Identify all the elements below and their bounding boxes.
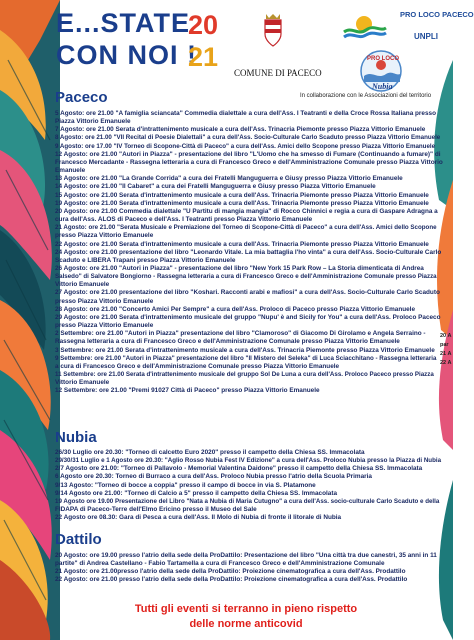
tropical-leaves-decoration-left bbox=[0, 0, 60, 640]
edge-text: 21 A bbox=[440, 351, 452, 357]
section-heading-nubia: Nubia bbox=[55, 429, 97, 446]
event-line: 22 Agosto: ore 21.00 Serata d'intrattenimento musicale a cura dell'Ass. Trinacria Piemonte presso Piazza Vittorio Emanuele bbox=[55, 240, 429, 248]
dattilo-events-list bbox=[55, 552, 443, 585]
event-line: 8 Agosto: ore 21.00 "VII Recital di Poesie Dialettali" a cura dell'Ass. Socio-Culturale Carlo Scaduto presso Piazza Vittorio Emanuele bbox=[55, 134, 441, 142]
edge-text: 22 A bbox=[440, 360, 452, 366]
comune-crest-icon bbox=[260, 12, 286, 48]
event-line: 12 Agosto: ore 21.00 "Autori in Piazza" - presentazione del libro "L'Uomo che ha smesso di Fumare (Continuando a fumare)" di bbox=[55, 150, 441, 158]
section-heading-paceco: Paceco bbox=[55, 89, 108, 106]
event-line: 14 Agosto: ore 21.00 "Il Cabaret" a cura dei Fratelli Manguguerra e Giusy presso Piazza Vittorio Emanuele bbox=[55, 183, 376, 191]
event-line: 2 Settembre: ore 21.00 "Autori in Piazza" presentazione del libro "Clamoroso" di Giacomo Di Girolamo e Angela Serraino - bbox=[55, 330, 426, 338]
event-line: 28 Agosto: ore 21.00 "Concerto Amici Per Sempre" a cura dell'Ass. Proloco di Paceco presso Piazza Vittorio Emanuele bbox=[55, 305, 416, 313]
event-line: 9 Agosto: ore 17.00 "IV Torneo di Scopone-Città di Paceco" a cura dell'Ass. Amici dello Scopone presso Piazza Vittorio Emanuele bbox=[55, 142, 436, 150]
event-line: 9 Settembre: ore 21.00 "Autori in Piazza" presentazione del libro "Il Mistero del Seleka" di Luca Sciacchitano - Rassegna letteraria bbox=[55, 354, 437, 362]
event-line: 24 Agosto: ore 21.00 presentazione del libro "Leonardo Vitale. La mia battaglia l'ho vinta" a cura dell'Ass. Socio-Culturale Carlo bbox=[55, 248, 442, 256]
sun-waves-icon bbox=[342, 10, 386, 40]
event-line: presso Piazza Vittorio Emanuele bbox=[55, 232, 154, 240]
section-heading-dattilo: Dattilo bbox=[55, 531, 102, 548]
event-line: Salsedo" di Salvatore Bongiorno - Rassegna letteraria a cura di Francesco Greco e dell'Amministrazione Comunale presso Piazza bbox=[55, 273, 437, 281]
event-line: 22 Agosto: ore 21.00 presso l'atrio della sede della ProDattilo: Proiezione cinematografica a cura dell'Ass. Prodattilo bbox=[55, 576, 408, 584]
event-line: 2/7 Agosto ore 21.00: "Torneo di Pallavolo - Memorial Valentina Daidone" presso il campetto della Chiesa SS. Immacolata bbox=[55, 465, 423, 473]
event-line: a cura di Francesco Greco e dell'Amministrazione Comunale presso Piazza Vittorio Emanuele bbox=[55, 362, 340, 370]
year-bottom: 21 bbox=[188, 42, 219, 72]
event-line: partite" di Andrea Castellano - Fabio Tartamella a cura di Francesco Greco e dell'Amministrazione Comunale bbox=[55, 560, 385, 568]
unpli-label: UNPLI bbox=[414, 32, 438, 41]
event-line: 9/13 Agosto: "Torneo di bocce a coppia" presso il campo di bocce in via S. Platamone bbox=[55, 481, 316, 489]
event-line: Vittorio Emanuele bbox=[55, 379, 110, 387]
event-line: 9/14 Agosto ore 21.00: "Torneo di Calcio a 5" presso il campetto della Chiesa SS. Immacolata bbox=[55, 489, 338, 497]
poster-title-line1: E...STATE bbox=[56, 8, 191, 38]
event-line: 5 Agosto: ore 21.00 "A famiglia sciancata" Commedia dialettale a cura dell'Ass. I Teatranti e della Croce Rossa Italiana presso bbox=[55, 110, 436, 117]
event-line: Francesco Mercadante - Rassegna letteraria a cura di Francesco Greco e dell'Amministrazione Comunale presso Piazza Vittorio bbox=[55, 158, 443, 166]
event-line: Emanuele bbox=[55, 167, 86, 175]
event-line: presso Piazza Vittorio Emanuele bbox=[55, 322, 154, 330]
event-line: 3 Settembre: ore 21.00 Serata d'intrattenimento musicale a cura dell'Ass. Trinacria Piemonte presso Piazza Vittorio Emanuele bbox=[55, 346, 435, 354]
event-line: 26/30 Luglio ore 20.30: "Torneo di calcetto Euro 2020" presso il campetto della Chiesa SS. Immacolata bbox=[55, 449, 365, 456]
proloco-paceco-logo bbox=[342, 8, 474, 48]
event-line: 11 Settembre: ore 21.00 Serata d'intrattenimento musicale del gruppo Sol De Luna a cura dell'Ass. Proloco Paceco presso Piazza bbox=[55, 371, 434, 378]
event-line: 15 Agosto: ore 21.00 Serata d'intrattenimento musicale a cura dell'Ass. Trinacria Piemonte presso Piazza Vittorio Emanuele bbox=[55, 191, 429, 199]
poster-header bbox=[52, 0, 474, 91]
event-line: 19 Agosto ore 19.00 Presentazione del Libro "Nata a Nubia di Maria Cutugno" a cura dell'Ass. socio-culturale Carlo Scaduto e della bbox=[55, 497, 440, 505]
event-line: 20 Agosto: ore 19.00 presso l'atrio della sede della ProDattilo: Presentazione del libro "Una città tra due canestri, 35 anni in 11 bbox=[55, 552, 437, 559]
event-line: cura dell'Ass. ALOS di Paceco e dell'Ass. I Teatranti presso Piazza Vittorio Emanuele bbox=[55, 216, 313, 224]
anticovid-notice-line2: delle norme anticovid bbox=[189, 618, 303, 630]
event-line: 26 Agosto: ore 21.00 "Autori in Piazza" - presentazione del libro "New York 15 Park Row – La Storia dimenticata di Andrea bbox=[55, 264, 424, 272]
event-line: 12 Settembre: ore 21.00 "Premi 91027 Città di Paceco" presso Piazza Vittorio Emanuele bbox=[55, 387, 320, 395]
year-top: 20 bbox=[188, 10, 219, 40]
event-line: FIDAPA di Paceco-Terre dell'Elmo Ericino presso il Museo del Sale bbox=[55, 506, 257, 514]
event-line: Scaduto e LIBERA Trapani presso Piazza Vittorio Emanuele bbox=[55, 256, 236, 264]
event-line: 20 Agosto: ore 21.00 Commedia dialettale "U Partitu di mangia mangia" di Rocco Chinnici e regia a cura di Gaspare Adragna a bbox=[55, 207, 438, 215]
event-line: 19 Agosto: ore 21.00 Serata d'intrattenimento musicale a cura dell'Ass. Trinacria Piemonte presso Piazza Vittorio Emanuele bbox=[55, 199, 429, 207]
event-line: 7 Agosto: ore 21.00 Serata d'intrattenimento musicale a cura dell'Ass. Trinacria Piemonte presso Piazza Vittorio Emanuele bbox=[55, 126, 426, 134]
poster-content bbox=[52, 0, 474, 640]
event-line: 6 Agosto ore 20.30: Torneo di Burraco a cura dell'Ass. Proloco Nubia presso l'atrio della Scuola Primaria bbox=[55, 473, 372, 481]
event-line: 29 Agosto: ore 21.00 Serata d'intrattenimento musicale del gruppo "Nupu' è and Sicily for You" a cura dell'Ass. Proloco Paceco bbox=[55, 313, 441, 321]
proloco-nubia-logo bbox=[358, 48, 404, 94]
event-line: Piazza Vittorio Emanuele bbox=[55, 118, 131, 126]
collaboration-note: In collaborazione con le Associazioni del territorio bbox=[300, 93, 432, 99]
event-line: 22 Agosto ore 08.30: Gara di Pesca a cura dell'Ass. Il Molo di Nubia di fronte il litorale di Nubia bbox=[55, 514, 342, 522]
event-line: Vittorio Emanuele bbox=[55, 281, 110, 289]
comune-label: COMUNE DI PACECO bbox=[234, 68, 322, 78]
paceco-events-list bbox=[55, 110, 443, 395]
edge-text: par bbox=[440, 342, 449, 348]
event-line: presso Piazza Vittorio Emanuele bbox=[55, 297, 154, 305]
nubia-proloco-label: PRO LOCO bbox=[367, 56, 400, 62]
event-line: 29/30/31 Luglio e 1 Agosto ore 20.30: "Aglio Rosso Nubia Fest IV Edizione" a cura dell'Ass. Proloco Nubia presso la Piazza di Nubia bbox=[55, 457, 442, 465]
event-line: Rassegna letteraria a cura di Francesco Greco e dell'Amministrazione Comunale presso Piazza Vittorio Emanuele bbox=[55, 338, 400, 346]
anticovid-notice-line1: Tutti gli eventi si terranno in pieno rispetto bbox=[134, 603, 358, 615]
event-line: 21 Agosto: ore 21.00presso l'atrio della sede della ProDattilo: Proiezione cinematografica a cura dell'Ass. Prodattilo bbox=[55, 568, 406, 576]
poster-title-line2: CON NOI ! bbox=[56, 40, 197, 70]
event-line: 27 Agosto: ore 21.00 presentazione del libro "Koshari. Racconti arabi e mafiosi" a cura dell'Ass. Socio-Culturale Carlo Scaduto bbox=[55, 289, 440, 297]
edge-text: 20 A bbox=[440, 333, 452, 339]
event-line: 21 Agosto: ore 21.00 "Serata Musicale e Premiazione del Torneo di Scopone-Città di Paceco" a cura dell'Ass. Amici dello Scopone bbox=[55, 224, 437, 232]
event-line: 13 Agosto: ore 21.00 "La Grande Corrida" a cura dei Fratelli Manguguerra e Giusy presso Piazza Vittorio Emanuele bbox=[55, 175, 403, 183]
nubia-events-list bbox=[55, 449, 443, 522]
nubia-logo-label: Nubia bbox=[372, 82, 393, 91]
proloco-paceco-label: PRO LOCO PACECO bbox=[400, 10, 474, 19]
anticovid-notice bbox=[52, 602, 440, 632]
